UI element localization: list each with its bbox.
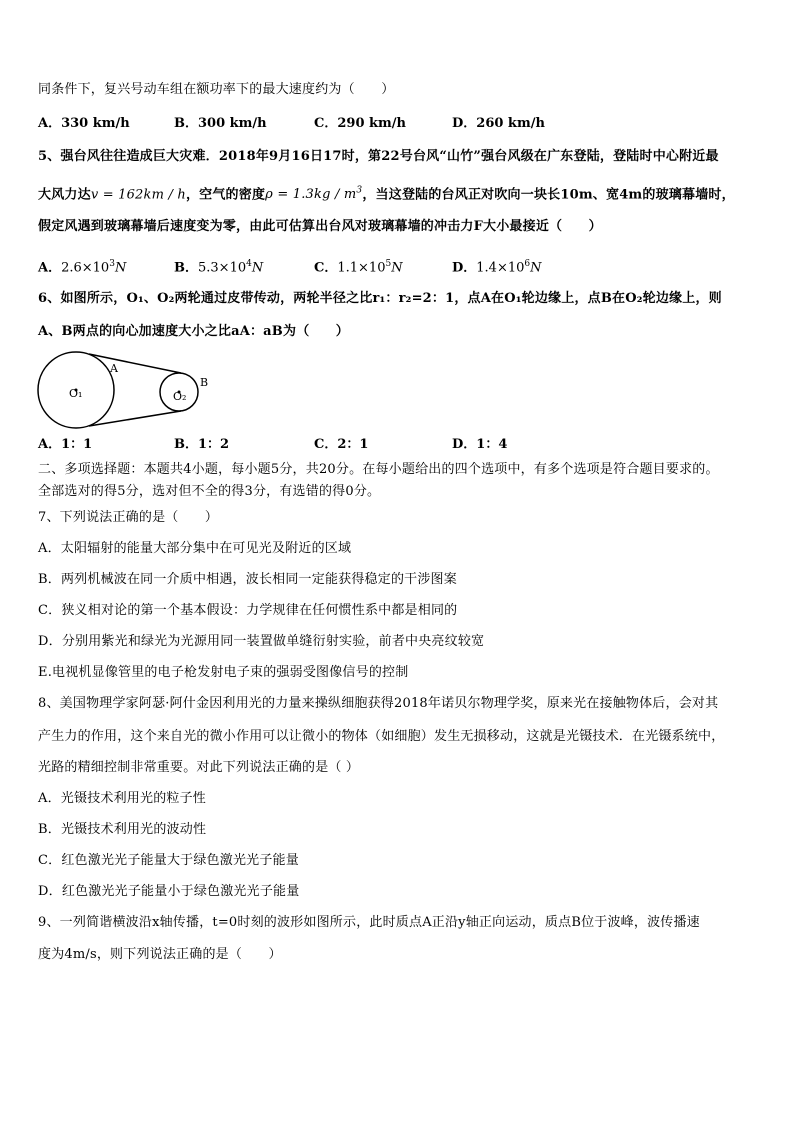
q9-stem-line1: 9、一列简谐横波沿x轴传播，t=0时刻的波形如图所示，此时质点A正沿y轴正向运动，质点B位于波峰，波传播速 xyxy=(38,915,700,930)
air-density-formula: $\rho = 1.3kg / m^3$ xyxy=(265,186,363,203)
q7-stem: 7、下列说法正确的是（ ） xyxy=(38,510,219,525)
q4-option-d: D．260 km/h xyxy=(452,116,545,131)
label-a: A xyxy=(110,362,118,375)
q6-option-d: D．1：4 xyxy=(452,437,508,452)
q5-option-a: A．$2.6\times 10^3N$ xyxy=(38,259,127,276)
q7-option-b: B．两列机械波在同一介质中相遇，波长相同一定能获得稳定的干涉图案 xyxy=(38,572,457,587)
q8-option-d: D．红色激光光子能量小于绿色激光光子能量 xyxy=(38,884,300,899)
q6-stem-line2: A、B两点的向心加速度大小之比aA：aB为（ ） xyxy=(38,324,349,339)
q5-option-d: D．$1.4\times 10^6N$ xyxy=(452,259,542,276)
q4-option-b: B．300 km/h xyxy=(174,116,267,131)
pulley-belt-figure xyxy=(36,350,216,430)
belt-bottom xyxy=(89,411,181,426)
q8-option-a: A．光镊技术利用光的粒子性 xyxy=(38,791,206,806)
q8-stem-line2: 产生力的作用，这个来自光的微小作用可以让微小的物体（如细胞）发生无损移动，这就是光镊技术．在光镊系统中， xyxy=(38,729,725,744)
label-o2: O₂ xyxy=(173,390,187,403)
q6-option-c: C．2：1 xyxy=(314,437,369,452)
q6-stem-line1: 6、如图所示，O₁、O₂两轮通过皮带传动，两轮半径之比r₁：r₂=2：1，点A在O₁轮边缘上，点B在O₂轮边缘上，则 xyxy=(38,291,722,306)
label-b: B xyxy=(200,376,209,389)
q9-stem-line2: 度为4m/s，则下列说法正确的是（ ） xyxy=(38,947,282,962)
q8-stem-line3: 光路的精细控制非常重要。对此下列说法正确的是（ ） xyxy=(38,760,360,775)
q7-option-d: D．分别用紫光和绿光为光源用同一装置做单缝衍射实验，前者中央亮纹较宽 xyxy=(38,634,485,649)
q4-option-a: A．330 km/h xyxy=(38,116,130,131)
section2-heading-line2: 全部选对的得5分，选对但不全的得3分，有选错的得0分。 xyxy=(38,484,381,499)
q8-option-b: B．光镊技术利用光的波动性 xyxy=(38,822,207,837)
q8-stem-line1: 8、美国物理学家阿瑟·阿什金因利用光的力量来操纵细胞获得2018年诺贝尔物理学奖，原来光在接触物体后，会对其 xyxy=(38,696,719,711)
q6-option-a: A．1：1 xyxy=(38,437,93,452)
q6-option-b: B．1：2 xyxy=(174,437,230,452)
q5-stem-line1: 5、强台风往往造成巨大灾难．2018年9月16日17时，第22号台风“山竹”强台风级在广东登陆，登陆时中心附近最 xyxy=(38,149,719,164)
q5-text: 大风力达 xyxy=(38,187,91,203)
q4-stem-tail: 同条件下，复兴号动车组在额功率下的最大速度约为（ ） xyxy=(38,82,395,97)
q7-option-c: C．狭义相对论的第一个基本假设：力学规律在任何惯性系中都是相同的 xyxy=(38,603,458,618)
q5-text: ，空气的密度 xyxy=(185,187,266,203)
q5-text: ，当这登陆的台风正对吹向一块长10m、宽4m的玻璃幕墙时， xyxy=(362,187,735,203)
q5-option-b: B．$5.3\times 10^4N$ xyxy=(174,259,264,276)
q7-option-a: A．太阳辐射的能量大部分集中在可见光及附近的区域 xyxy=(38,541,352,556)
q7-option-e: E.电视机显像管里的电子枪发射电子束的强弱受图像信号的控制 xyxy=(38,665,409,680)
section2-heading-line1: 二、多项选择题：本题共4小题，每小题5分，共20分。在每小题给出的四个选项中，有多个选项是符合题目要求的。 xyxy=(38,462,719,477)
q5-stem-line2 xyxy=(38,183,735,203)
q5-option-c: C．$1.1\times 10^5N$ xyxy=(314,259,403,276)
q8-option-c: C．红色激光光子能量大于绿色激光光子能量 xyxy=(38,853,299,868)
q4-option-c: C．290 km/h xyxy=(314,116,406,131)
label-o1: O₁ xyxy=(69,387,83,400)
q5-stem-line3: 假定风遇到玻璃幕墙后速度变为零，由此可估算出台风对玻璃幕墙的冲击力F大小最接近（ ） xyxy=(38,219,602,234)
wind-speed-formula: v = 162km / h xyxy=(90,187,186,203)
